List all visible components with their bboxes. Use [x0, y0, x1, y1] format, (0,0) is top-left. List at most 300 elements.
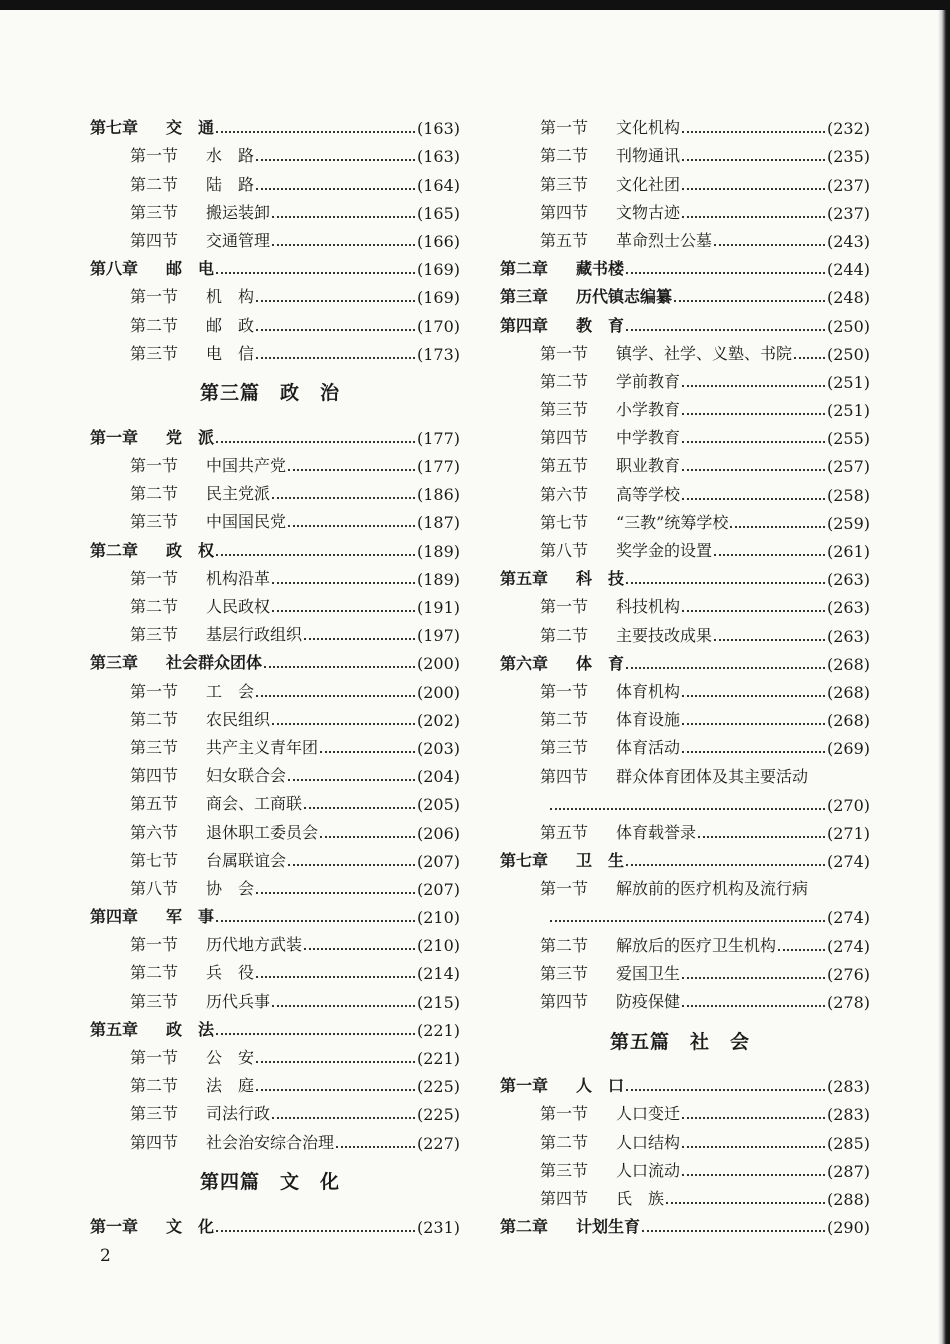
page-ref: (207): [416, 851, 460, 871]
section-title: 体育机构: [616, 681, 681, 701]
chapter-number: 第一章: [500, 1076, 549, 1096]
section-title: 防疫保健: [616, 992, 681, 1011]
section-number: 第一节: [540, 681, 589, 701]
dot-leader: [304, 807, 415, 809]
toc-section-row: [490, 166, 870, 194]
section-title: 基层行政组织: [206, 625, 303, 645]
page-ref: (283): [826, 1077, 870, 1097]
toc-section-row: [490, 364, 870, 392]
section-number: 第三节: [130, 202, 179, 222]
section-number: 第五节: [130, 794, 179, 814]
section-title: 邮 政: [206, 315, 255, 335]
toc-section-row: [490, 533, 870, 561]
toc-section-row: [490, 195, 870, 223]
page-ref: (255): [826, 429, 870, 449]
chapter-title: 体 育: [576, 653, 625, 673]
section-number: 第一节: [130, 456, 179, 476]
page-ref: (231): [416, 1217, 460, 1237]
dot-leader: [714, 639, 825, 641]
toc-section-row: [80, 307, 460, 335]
chapter-title: 人 口: [576, 1076, 625, 1096]
section-number: 第五节: [540, 822, 589, 842]
section-title: 中国国民党: [206, 512, 287, 532]
section-title: 机 构: [206, 287, 255, 307]
toc-section-row: [80, 1040, 460, 1068]
section-number: 第八节: [540, 541, 589, 560]
toc-section-row: [490, 1153, 870, 1181]
section-number: 第一节: [540, 118, 589, 138]
page-ref: (169): [416, 260, 460, 280]
chapter-number: 第五章: [90, 1019, 139, 1039]
chapter-number: 第四章: [90, 907, 139, 927]
dot-leader: [698, 836, 825, 838]
page-ref: (270): [826, 795, 870, 815]
dot-leader: [256, 357, 415, 359]
page-ref: (197): [416, 626, 460, 646]
section-number: 第二节: [130, 963, 179, 983]
page-ref: (268): [826, 682, 870, 702]
toc-section-row: [80, 1068, 460, 1096]
section-title: 历代地方武装: [206, 935, 303, 955]
toc-chapter-row: [80, 420, 460, 448]
toc-section-row: [80, 138, 460, 166]
dot-leader: [320, 751, 415, 753]
section-number: 第一节: [130, 935, 179, 955]
dot-leader: [682, 159, 825, 161]
section-title: 共产主义青年团: [206, 737, 319, 757]
page-ref: (206): [416, 823, 460, 843]
toc-section-row: [490, 420, 870, 448]
dot-leader: [216, 1230, 415, 1232]
section-title: 解放后的医疗卫生机构: [616, 935, 777, 955]
chapter-number: 第二章: [500, 1217, 549, 1237]
dot-leader: [256, 695, 415, 697]
section-number: 第四节: [130, 1132, 179, 1152]
page-ref: (205): [416, 795, 460, 815]
section-title: 历代兵事: [206, 991, 271, 1011]
section-number: 第四节: [130, 766, 179, 786]
dot-leader: [264, 666, 415, 668]
section-title: 革命烈士公墓: [616, 230, 713, 250]
page-ref: (225): [416, 1077, 460, 1097]
section-title: 主要技改成果: [616, 625, 713, 645]
chapter-title: 计划生育: [576, 1217, 641, 1237]
page-ref: (225): [416, 1105, 460, 1125]
toc-section-row: [80, 702, 460, 730]
dot-leader: [666, 1202, 825, 1204]
page-ref: (165): [416, 203, 460, 223]
chapter-number: 第二章: [500, 259, 549, 279]
dot-leader: [272, 244, 415, 246]
section-number: 第一节: [540, 343, 589, 363]
section-number: 第一节: [130, 1048, 179, 1067]
toc-chapter-row: [80, 1012, 460, 1040]
dot-leader: [682, 1174, 825, 1176]
section-title: 陆 路: [206, 174, 255, 194]
toc-section-row: [490, 223, 870, 251]
dot-leader: [714, 244, 825, 246]
chapter-number: 第六章: [500, 653, 549, 673]
section-number: 第二节: [130, 1076, 179, 1096]
section-title: 氏 族: [616, 1188, 665, 1208]
dot-leader: [216, 272, 415, 274]
dot-leader: [626, 667, 825, 669]
dot-leader: [778, 949, 825, 951]
toc-section-row: [80, 871, 460, 899]
section-title: 电 信: [206, 343, 255, 363]
part-heading: 第四篇 文 化: [199, 1171, 340, 1194]
page-ref: (164): [416, 175, 460, 195]
toc-section-row: [490, 730, 870, 758]
chapter-title: 卫 生: [576, 851, 625, 871]
toc-section-row: [490, 138, 870, 166]
page-ref: (283): [826, 1105, 870, 1125]
section-number: 第六节: [130, 822, 179, 842]
chapter-number: 第三章: [500, 287, 549, 307]
section-number: 第四节: [540, 202, 589, 222]
page-ref: (269): [826, 739, 870, 759]
dot-leader: [216, 131, 415, 133]
page-ref: (244): [826, 260, 870, 280]
dot-leader: [682, 441, 825, 443]
page-ref: (243): [826, 231, 870, 251]
section-number: 第二节: [540, 625, 589, 645]
section-number: 第三节: [540, 400, 589, 420]
section-number: 第二节: [130, 315, 179, 335]
section-title: 解放前的医疗机构及流行病: [616, 879, 809, 899]
section-number: 第一节: [130, 287, 179, 307]
page-ref: (177): [416, 457, 460, 477]
section-number: 第三节: [130, 343, 179, 363]
dot-leader: [682, 695, 825, 697]
toc-section-row: [490, 984, 870, 1012]
section-number: 第三节: [540, 963, 589, 983]
section-title: 中国共产党: [206, 456, 287, 476]
section-number: 第一节: [540, 879, 589, 899]
dot-leader: [642, 1230, 825, 1232]
page-ref: (191): [416, 598, 460, 617]
page-ref: (221): [416, 1020, 460, 1040]
dot-leader: [216, 441, 415, 443]
dot-leader: [626, 272, 825, 274]
toc-section-row: [80, 223, 460, 251]
dot-leader: [674, 300, 825, 302]
dot-leader: [272, 1005, 415, 1007]
page-ref: (200): [416, 654, 460, 674]
dot-leader: [288, 779, 415, 781]
dot-leader: [288, 864, 415, 866]
dot-leader: [256, 188, 415, 190]
section-number: 第七节: [540, 512, 589, 532]
dot-leader: [272, 1117, 415, 1119]
dot-leader: [272, 610, 415, 612]
toc-section-row: [80, 279, 460, 307]
dot-leader: [304, 638, 415, 640]
toc-section-row: [80, 448, 460, 476]
section-number: 第三节: [540, 738, 589, 758]
chapter-title: 邮 电: [166, 259, 215, 279]
section-title: 学前教育: [616, 371, 681, 391]
toc-section-row: [80, 195, 460, 223]
toc-section-row: [80, 927, 460, 955]
toc-section-row: [490, 617, 870, 645]
dot-leader: [272, 497, 415, 499]
section-title: 台属联谊会: [206, 850, 287, 870]
section-number: 第三节: [130, 1104, 179, 1124]
section-title: 镇学、社学、义塾、书院: [616, 343, 793, 363]
section-title: 中学教育: [616, 428, 681, 448]
page-ref: (257): [826, 457, 870, 477]
dot-leader: [682, 385, 825, 387]
chapter-number: 第八章: [90, 259, 139, 279]
toc-section-row: [490, 110, 870, 138]
scan-border-top: [0, 0, 950, 10]
page-ref: (263): [826, 626, 870, 646]
section-title: 文化社团: [616, 174, 681, 194]
page-ref: (204): [416, 767, 460, 787]
page-ref: (170): [416, 316, 460, 336]
toc-section-row: [80, 476, 460, 504]
dot-leader: [256, 329, 415, 331]
section-title: 司法行政: [206, 1104, 271, 1124]
toc-chapter-row: [490, 561, 870, 589]
page-ref: (189): [416, 569, 460, 589]
chapter-number: 第四章: [500, 315, 549, 335]
page-ref: (237): [826, 203, 870, 223]
toc-section-row: [80, 336, 460, 364]
toc-section-row: [80, 1124, 460, 1152]
page-ref: (202): [416, 710, 460, 730]
page-ref: (210): [416, 936, 460, 956]
toc-chapter-row: [80, 251, 460, 279]
dot-leader: [682, 188, 825, 190]
dot-leader: [682, 751, 825, 753]
section-title: 人口变迁: [616, 1104, 681, 1124]
toc-section-row: [80, 786, 460, 814]
toc-section-row: [490, 448, 870, 476]
page-ref: (210): [416, 908, 460, 928]
section-title: 公 安: [206, 1048, 255, 1067]
section-title: 妇女联合会: [206, 766, 287, 786]
section-number: 第四节: [540, 428, 589, 448]
toc-section-row: [490, 589, 870, 617]
chapter-title: 社会群众团体: [166, 653, 263, 673]
chapter-title: 文 化: [166, 1216, 215, 1236]
dot-leader: [626, 1089, 825, 1091]
dot-leader: [794, 357, 825, 359]
toc-section-row: [80, 758, 460, 786]
toc-section-row: [80, 561, 460, 589]
section-title: 体育活动: [616, 738, 681, 758]
toc-section-row: [490, 815, 870, 843]
toc-section-row: [80, 983, 460, 1011]
section-number: 第五节: [540, 456, 589, 476]
dot-leader: [550, 920, 825, 922]
toc-chapter-row: [490, 843, 870, 871]
section-number: 第三节: [130, 737, 179, 757]
section-title: 农民组织: [206, 709, 271, 729]
toc-chapter-row: [490, 1209, 870, 1237]
section-number: 第八节: [130, 878, 179, 898]
dot-leader: [682, 1005, 825, 1007]
page-ref: (288): [826, 1189, 870, 1209]
section-title: 法 庭: [206, 1076, 255, 1096]
page-ref: (285): [826, 1133, 870, 1153]
dot-leader: [682, 469, 825, 471]
section-number: 第二节: [540, 146, 589, 166]
page-ref: (187): [416, 513, 460, 533]
toc-section-row: [80, 673, 460, 701]
dot-leader: [256, 1089, 415, 1091]
toc-section-row: [80, 730, 460, 758]
toc-chapter-row: [80, 899, 460, 927]
dot-leader: [682, 723, 825, 725]
section-number: 第四节: [540, 1188, 589, 1208]
toc-section-row: [80, 1096, 460, 1124]
chapter-title: 党 派: [166, 427, 215, 447]
page-ref: (232): [826, 119, 870, 139]
dot-leader: [626, 329, 825, 331]
toc-section-row: [80, 504, 460, 532]
toc-section-row: [490, 956, 870, 984]
dot-leader: [288, 525, 415, 527]
section-title: 文物古迹: [616, 202, 681, 222]
dot-leader: [682, 413, 825, 415]
toc-chapter-row: [490, 646, 870, 674]
section-number: 第四节: [130, 230, 179, 250]
chapter-title: 军 事: [166, 907, 215, 927]
toc-section-row: [80, 617, 460, 645]
section-title: 机构沿革: [206, 568, 271, 588]
dot-leader: [272, 216, 415, 218]
toc-section-row: [490, 702, 870, 730]
chapter-number: 第五章: [500, 569, 549, 589]
page-ref: (214): [416, 964, 460, 984]
toc-chapter-row: [80, 645, 460, 673]
section-number: 第五节: [540, 230, 589, 250]
page-ref: (251): [826, 401, 870, 421]
section-number: 第二节: [130, 597, 179, 616]
page-ref: (169): [416, 288, 460, 308]
page-ref: (259): [826, 513, 870, 533]
dot-leader: [256, 300, 415, 302]
section-title: 社会治安综合治理: [206, 1132, 335, 1152]
dot-leader: [682, 977, 825, 979]
section-title: 高等学校: [616, 484, 681, 504]
page-ref: (173): [416, 344, 460, 364]
section-title: 搬运装卸: [206, 202, 271, 222]
dot-leader: [256, 159, 415, 161]
dot-leader: [626, 582, 825, 584]
section-title: 协 会: [206, 878, 255, 898]
page-ref: (268): [826, 654, 870, 674]
page-ref: (271): [826, 823, 870, 843]
section-number: 第二节: [540, 935, 589, 955]
toc-right-column: [490, 110, 870, 1237]
section-title: 体育载誉录: [616, 822, 697, 842]
page-ref: (221): [416, 1049, 460, 1068]
dot-leader: [682, 131, 825, 133]
section-number: 第三节: [130, 625, 179, 645]
toc-chapter-row: [490, 279, 870, 307]
section-title: 爱国卫生: [616, 963, 681, 983]
page-ref: (276): [826, 964, 870, 984]
page-ref: (290): [826, 1218, 870, 1238]
page-ref: (207): [416, 879, 460, 899]
page-ref: (263): [826, 570, 870, 590]
section-number: 第一节: [130, 681, 179, 701]
section-title: 体育设施: [616, 710, 681, 730]
dot-leader: [714, 554, 825, 556]
section-title: 民主党派: [206, 484, 271, 504]
chapter-title: 历代镇志编纂: [576, 287, 673, 307]
page-ref: (237): [826, 175, 870, 195]
section-number: 第二节: [540, 371, 589, 391]
section-number: 第三节: [130, 991, 179, 1011]
toc-section-row: [490, 476, 870, 504]
toc-section-row: [490, 336, 870, 364]
section-title: 文化机构: [616, 118, 681, 138]
part-heading: 第五篇 社 会: [609, 1030, 750, 1053]
chapter-number: 第七章: [90, 118, 139, 138]
page-ref: (186): [416, 485, 460, 505]
dot-leader: [256, 892, 415, 894]
section-title: 奖学金的设置: [616, 541, 713, 560]
page-ref: (278): [826, 993, 870, 1012]
section-number: 第二节: [130, 709, 179, 729]
section-number: 第一节: [130, 568, 179, 588]
dot-leader: [272, 582, 415, 584]
chapter-number: 第七章: [500, 851, 549, 871]
toc-chapter-row: [490, 251, 870, 279]
section-title: 工 会: [206, 681, 255, 701]
toc-section-row: [80, 166, 460, 194]
section-number: 第三节: [540, 1160, 589, 1180]
toc-chapter-row: [80, 532, 460, 560]
page-ref: (189): [416, 541, 460, 561]
dot-leader: [682, 1117, 825, 1119]
section-title: 刊物通讯: [616, 146, 681, 166]
dot-leader: [304, 948, 415, 950]
scan-border-right: [938, 10, 950, 1344]
page-ref: (215): [416, 992, 460, 1012]
section-title: 人民政权: [206, 597, 271, 616]
page-ref: (263): [826, 598, 870, 618]
toc-section-row: [490, 674, 870, 702]
chapter-title: 政 权: [166, 540, 215, 560]
section-title: 人口结构: [616, 1132, 681, 1152]
dot-leader: [256, 976, 415, 978]
toc-section-row: [490, 871, 870, 899]
section-number: 第三节: [130, 512, 179, 532]
dot-leader: [216, 554, 415, 556]
page-number: 2: [100, 1246, 111, 1266]
chapter-title: 藏书楼: [576, 259, 625, 279]
page-ref: (248): [826, 288, 870, 308]
dot-leader: [216, 1033, 415, 1035]
toc-section-row: [80, 814, 460, 842]
section-number: 第七节: [130, 850, 179, 870]
chapter-number: 第一章: [90, 1216, 139, 1236]
dot-leader: [336, 1146, 415, 1148]
chapter-title: 政 法: [166, 1019, 215, 1039]
section-number: 第三节: [540, 174, 589, 194]
chapter-title: 交 通: [166, 118, 215, 138]
section-number: 第四节: [540, 992, 589, 1011]
toc-section-row: [80, 843, 460, 871]
section-number: 第四节: [540, 766, 589, 786]
section-title: “三教”统筹学校: [616, 512, 729, 532]
